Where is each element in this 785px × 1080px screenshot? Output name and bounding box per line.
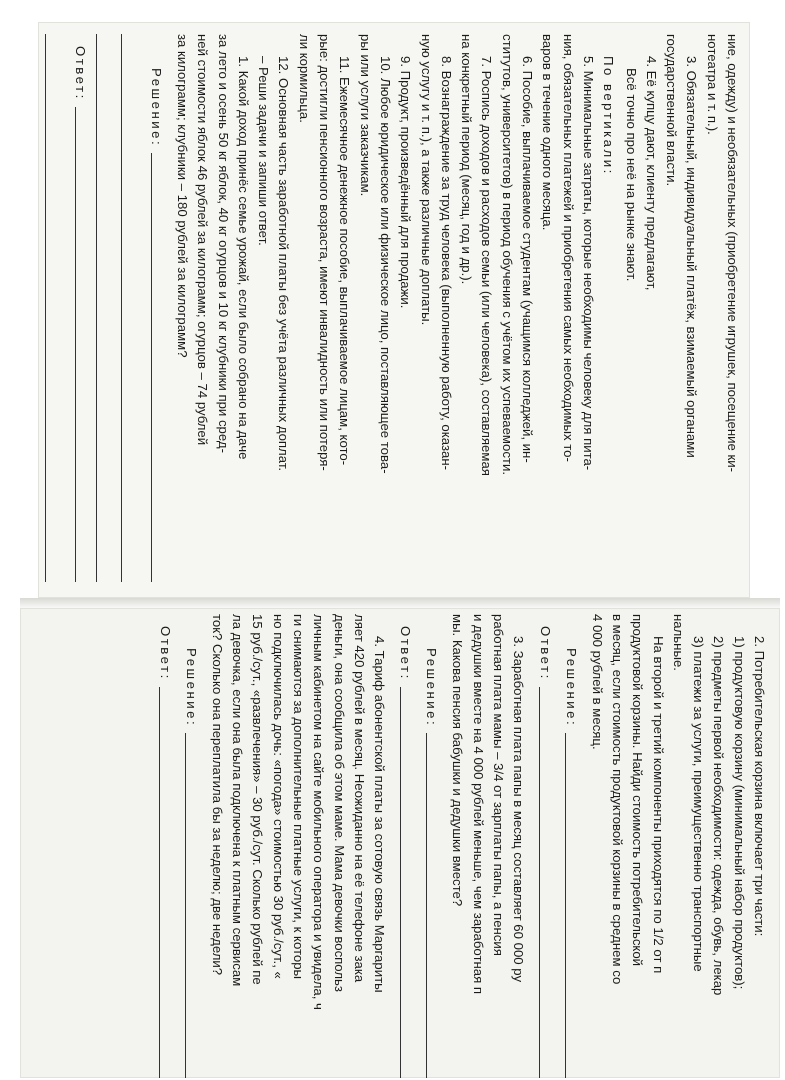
write-line[interactable] bbox=[426, 733, 427, 1078]
text-line: На второй и третий компоненты приходятся по 1/2 от п bbox=[650, 636, 666, 974]
write-line[interactable] bbox=[159, 687, 160, 1078]
text-line: ститутов, университетов) в период обучения с учётом их успеваемости. bbox=[499, 34, 515, 475]
text-line: 6. Пособие, выплачиваемое студентам (учащимся колледжей, ин- bbox=[520, 56, 536, 463]
top-page-text bbox=[50, 22, 750, 592]
text-line: 7. Роспись доходов и расходов семьи (или человека), составляемая bbox=[479, 56, 495, 476]
text-line: 8. Вознаграждение за труд человека (выполненную работу, оказан- bbox=[438, 56, 454, 471]
text-line: личным кабинетом на сайте мобильного оператора и увидела, ч bbox=[311, 614, 327, 1010]
write-line[interactable] bbox=[565, 733, 566, 1078]
text-line: 11. Ежемесячное денежное пособие, выплачиваемое лицам, кото- bbox=[337, 56, 353, 466]
text-line: государственной власти. bbox=[664, 34, 680, 187]
text-line: работная плата мамы – 3/4 от зарплаты папы, а пенсия bbox=[491, 614, 507, 956]
answer-label: Ответ: bbox=[537, 626, 553, 681]
text-line: 3) платежи за услуги, преимущественно транспортные bbox=[691, 636, 707, 972]
solution-field[interactable] bbox=[146, 34, 172, 582]
text-line: ток? Сколько она переплатила бы за неделю; две недели? bbox=[209, 614, 225, 976]
answer-label: Ответ: bbox=[398, 626, 414, 681]
text-line: 2) предметы первой необходимости: одежда, обувь, лекар bbox=[711, 636, 727, 996]
answer-label: Ответ: bbox=[157, 626, 173, 681]
text-line: варов в течение одного месяца. bbox=[540, 34, 556, 231]
solution-label: Решение: bbox=[148, 68, 164, 148]
solution-field[interactable] bbox=[560, 614, 586, 1078]
text-line: 4. Тариф абонентской платы за сотовую связь Маргариты bbox=[372, 636, 388, 993]
section-heading: По вертикали: bbox=[601, 56, 617, 176]
write-line[interactable] bbox=[45, 34, 70, 582]
text-line: ли кормильца. bbox=[296, 34, 312, 123]
text-line: 10. Любое юридическое или физическое лицо, поставляющее това- bbox=[377, 56, 393, 474]
text-line: 1. Какой доход принёс семье урожай, если было собрано на даче bbox=[235, 56, 251, 460]
text-line: продуктовой корзины. Найди стоимость потребительской bbox=[630, 614, 646, 967]
text-line: ры или услуги заказчикам. bbox=[357, 34, 373, 197]
answer-field[interactable] bbox=[154, 614, 180, 1078]
text-line: 4. Её купцу дают, клиенту предлагают, bbox=[643, 56, 659, 291]
text-line: ла девочка, если она была подключена к платным сервисам bbox=[230, 614, 246, 987]
solution-label: Решение: bbox=[424, 648, 440, 728]
text-line: 12. Основная часть заработной платы без учёта различных доплат. bbox=[276, 56, 292, 472]
text-line: в месяц, если стоимость продуктовой корзины в среднем со bbox=[609, 614, 625, 985]
text-line: за лето и осень 50 кг яблок, 40 кг огурцов и 10 кг клубники при сред- bbox=[215, 34, 231, 454]
text-line: 3. Заработная плата папы в месяц составляет 60 000 ру bbox=[511, 636, 527, 983]
write-line[interactable] bbox=[96, 34, 121, 582]
text-line: 5. Минимальные затраты, которые необходимы человеку для пита- bbox=[580, 56, 596, 471]
solution-label: Решение: bbox=[183, 648, 199, 728]
text-line: рые: достигли пенсионного возраста, имеют инвалидность или потеря- bbox=[317, 34, 333, 471]
text-line: нотеатра и т. п.). bbox=[704, 34, 720, 135]
text-line: за килограмм; клубники – 180 рублей за килограмм? bbox=[174, 34, 190, 358]
top-page bbox=[38, 22, 750, 598]
instruction-line: – Реши задачи и запиши ответ. bbox=[256, 56, 272, 246]
text-line: но подключилась дочь: «погода» стоимостью 30 руб./сут., « bbox=[270, 614, 286, 979]
write-line[interactable] bbox=[400, 687, 401, 1078]
text-line: Всё точно про неё на рынке знают. bbox=[623, 68, 639, 282]
answer-field[interactable] bbox=[70, 34, 96, 582]
answer-field[interactable] bbox=[395, 614, 421, 1078]
solution-label: Решение: bbox=[563, 648, 579, 728]
text-line: нальные. bbox=[670, 614, 686, 671]
answer-label: Ответ: bbox=[72, 46, 88, 101]
text-line: ней стоимости яблок 46 рублей за килограмм; огурцов – 74 рублей bbox=[195, 34, 211, 446]
text-line: ги снимаются за дополнительные платные услуги, к которы bbox=[290, 614, 306, 980]
text-line: ние, одежду) и необязательных (приобретение игрушек, посещение ки- bbox=[725, 34, 740, 473]
text-line: 4 000 рублей в месяц. bbox=[589, 614, 605, 750]
write-line[interactable] bbox=[539, 687, 540, 1078]
text-line: ляет 420 рублей в месяц. Неожиданно на её телефоне зака bbox=[351, 614, 367, 983]
text-line: 9. Продукт, произведённый для продажи. bbox=[398, 56, 414, 309]
answer-field[interactable] bbox=[534, 614, 560, 1078]
text-line: деньги, она сообщила об этом маме. Мама девочки воспольз bbox=[331, 614, 347, 992]
bottom-page bbox=[20, 608, 780, 1078]
text-line: 15 руб./сут., «развлечения» – 30 руб./сут. Сколько рублей пе bbox=[250, 614, 266, 985]
solution-field[interactable] bbox=[180, 614, 206, 1078]
text-line: на конкретный период (месяц, год и др.). bbox=[459, 34, 475, 285]
write-line[interactable] bbox=[121, 34, 146, 582]
bottom-page-text bbox=[30, 608, 775, 1078]
text-line: ную услугу и т. п.), а также различные доплаты. bbox=[418, 34, 434, 326]
text-line: 3. Обязательный, индивидуальный платёж, взимаемый органами bbox=[684, 56, 700, 458]
text-line: и дедушки вместе на 4 000 рублей меньше, чем заработная п bbox=[470, 614, 486, 995]
write-line[interactable] bbox=[185, 733, 186, 1078]
solution-field[interactable] bbox=[421, 614, 447, 1078]
text-line: 2. Потребительская корзина включает три части: bbox=[752, 636, 767, 937]
text-line: 1) продуктовую корзину (минимальный набор продуктов); bbox=[731, 636, 747, 990]
write-line[interactable] bbox=[75, 107, 76, 582]
text-line: мы. Какова пенсия бабушки и дедушки вместе? bbox=[450, 614, 466, 907]
write-line[interactable] bbox=[151, 153, 152, 582]
text-line: ния, обязательных платежей и приобретения самых необходимых то- bbox=[560, 34, 576, 462]
